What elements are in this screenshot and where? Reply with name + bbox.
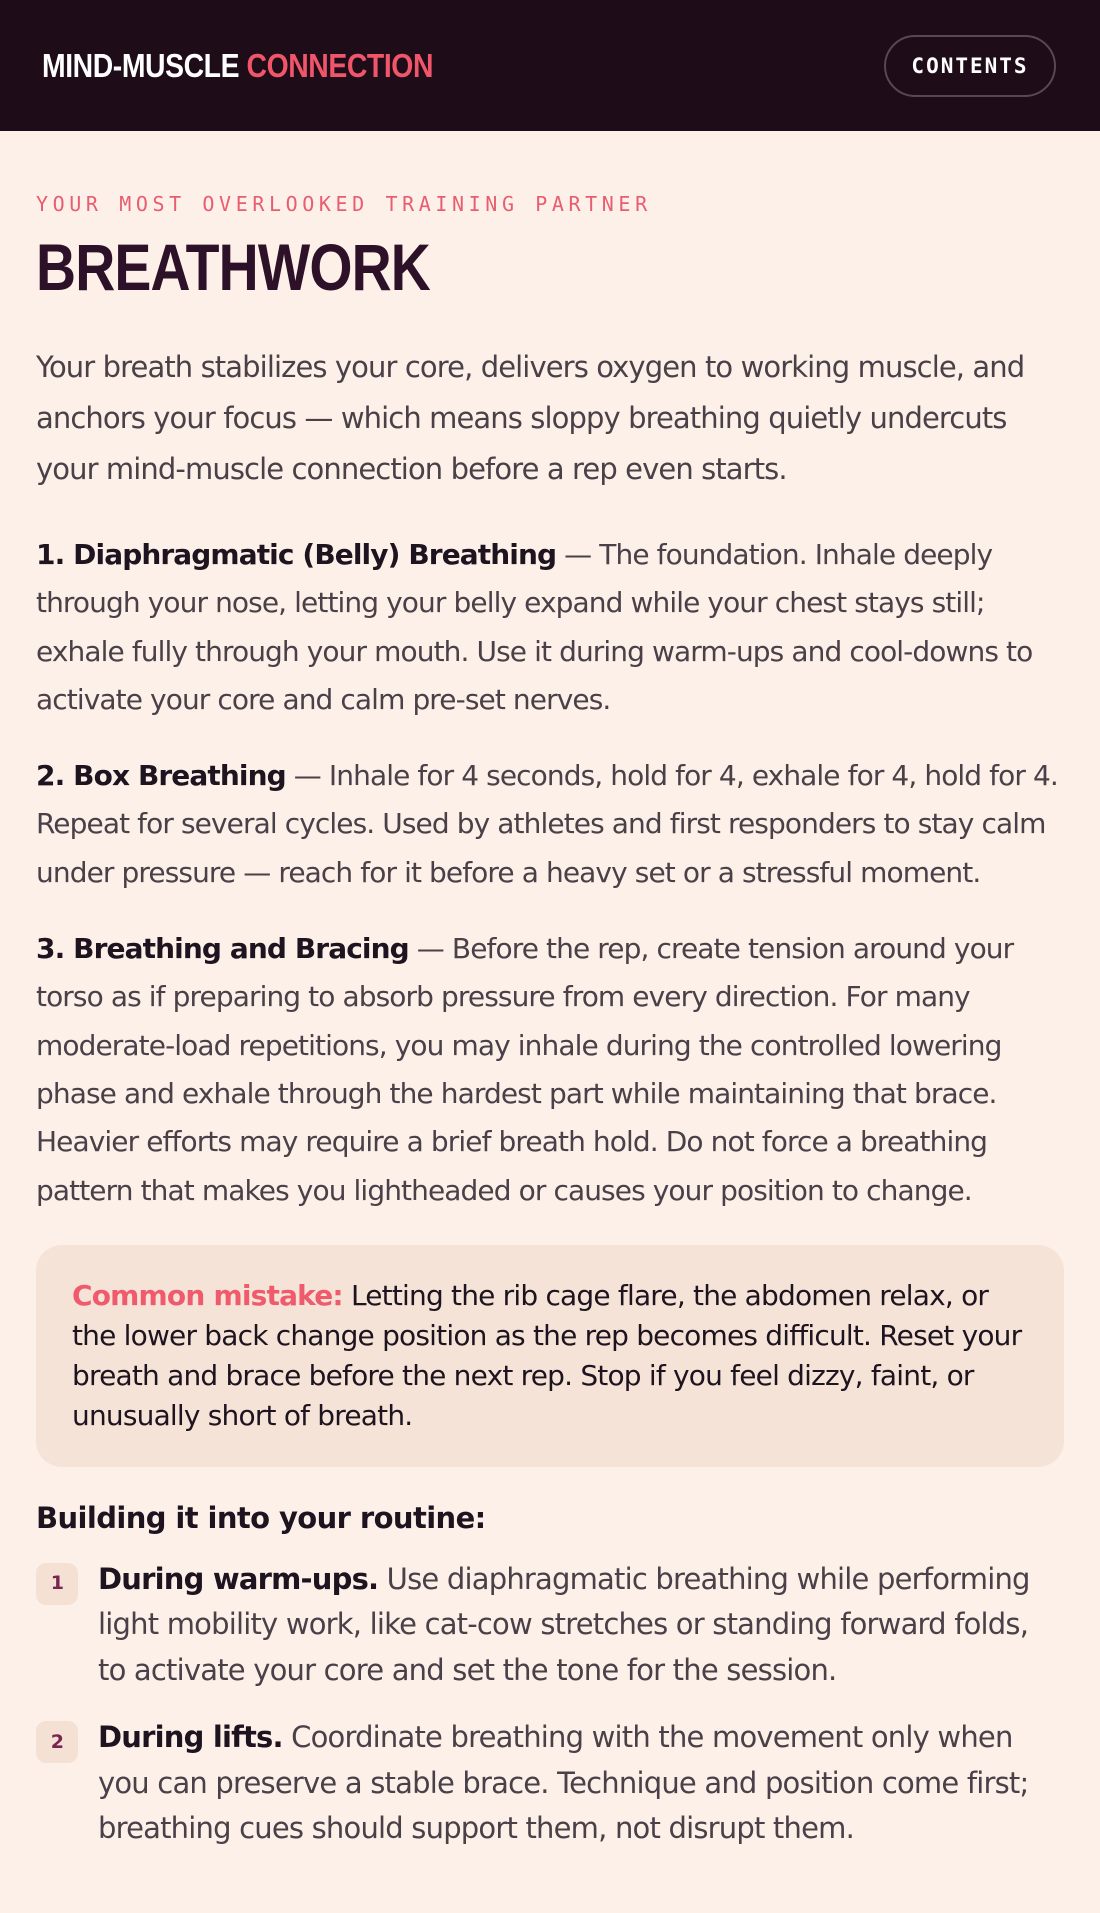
article-body [0, 192, 1100, 1852]
step-number-badge: 1 [36, 1563, 78, 1605]
technique-title: 3. Breathing and Bracing [36, 932, 409, 966]
step-text: Coordinate breathing with the movement only when you can preserve a stable brace. Technique and position come first; breathing cues should support them, not disrupt them. [98, 1720, 1029, 1846]
routine-heading: Building it into your routine: [36, 1500, 486, 1535]
technique-breathing-bracing [36, 925, 1064, 1215]
technique-text: — Before the rep, create tension around your torso as if preparing to absorb pressure from every direction. For many moderate-load repetitions, you may inhale during the controlled lowering phase and exhale through the hardest part while maintaining that brace. Heavier efforts may require a brief breath hold. Do not force a breathing pattern that makes you lightheaded or causes your position to change. [36, 932, 1014, 1207]
common-mistake-callout [36, 1245, 1064, 1467]
step-title: During lifts. [98, 1720, 283, 1755]
list-item [36, 1715, 1064, 1852]
step-title: During warm-ups. [98, 1561, 379, 1596]
callout-text: Letting the rib cage flare, the abdomen relax, or the lower back change position as the rep becomes difficult. Reset your breath and brace before the next rep. Stop if you feel dizzy, faint, or unusually short of breath. [72, 1278, 1022, 1432]
step-text: Use diaphragmatic breathing while performing light mobility work, like cat-cow stretches or standing forward folds, to activate your core and set the tone for the session. [98, 1561, 1030, 1687]
contents-button[interactable]: CONTENTS [884, 35, 1056, 97]
technique-text: — The foundation. Inhale deeply through your nose, letting your belly expand while your chest stays still; exhale fully through your mouth. Use it during warm-ups and cool-downs to activate your core and calm pre-set nerves. [36, 538, 1033, 716]
technique-box-breathing [36, 752, 1064, 897]
list-item [36, 1557, 1064, 1694]
technique-title: 1. Diaphragmatic (Belly) Breathing [36, 538, 557, 571]
technique-title: 2. Box Breathing [36, 759, 286, 793]
technique-diaphragmatic [36, 531, 1064, 724]
site-logo[interactable] [42, 47, 433, 85]
intro-paragraph: Your breath stabilizes your core, delivers oxygen to working muscle, and anchors your focus — which means sloppy breathing quietly undercuts your mind-muscle connection before a rep even starts. [36, 350, 1025, 486]
callout-label: Common mistake: [72, 1278, 343, 1312]
logo-text-connection: CONNECTION [246, 46, 434, 84]
routine-steps-list [36, 1557, 1064, 1852]
step-number-badge: 2 [36, 1721, 78, 1763]
article-eyebrow: YOUR MOST OVERLOOKED TRAINING PARTNER [36, 192, 652, 216]
logo-text-mind-muscle: MIND-MUSCLE [42, 46, 240, 84]
technique-text: — Inhale for 4 seconds, hold for 4, exhale for 4, hold for 4. Repeat for several cycles. Used by athletes and first responders to stay calm under pressure — reach for it before a heavy set or a stressful moment. [36, 759, 1058, 889]
page-title: BREATHWORK [36, 230, 431, 304]
top-navigation-bar [0, 0, 1100, 131]
